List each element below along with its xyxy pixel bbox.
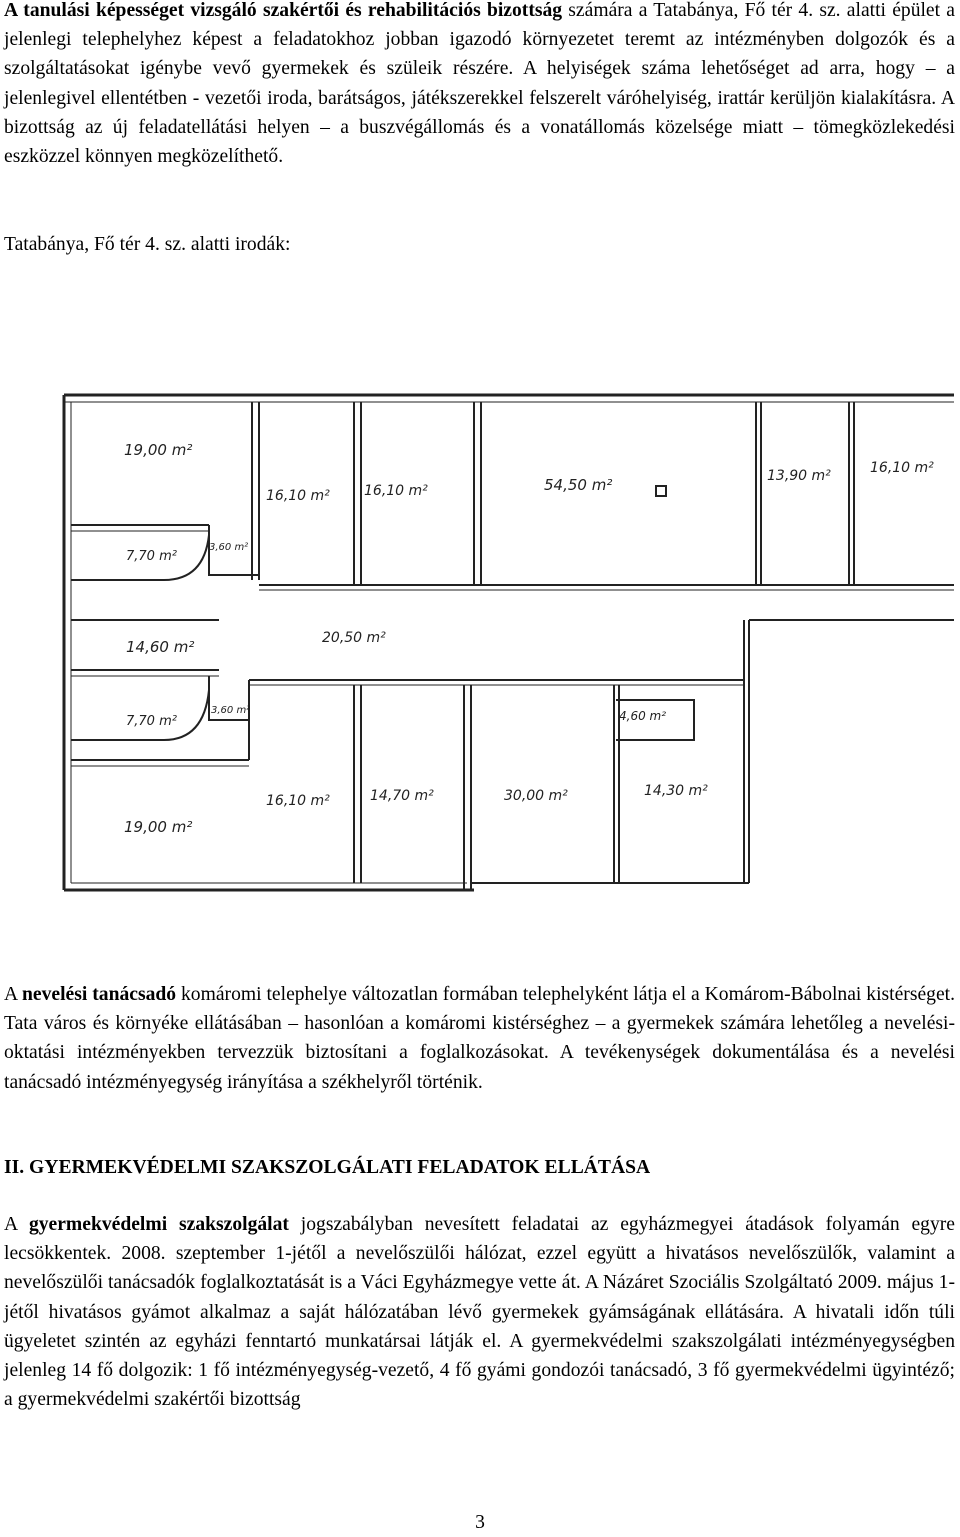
room-label: 16,10 m² — [870, 460, 934, 476]
intro-paragraph — [4, 0, 955, 171]
p3-text-a: A — [4, 1214, 29, 1235]
p3-bold: gyermekvédelmi szakszolgálat — [28, 1214, 289, 1235]
intro-text: számára a Tatabánya, Fő tér 4. sz. alatti épület a jelenlegi telephelyhez képest a feladatokhoz jobban igazodó környezetet teremt az intézményben dolgozók és a szolgáltatásokat igénybe vevő gyermekek és szüleik részére. A helyiségek száma lehetőséget ad arra, hogy – a jelenlegivel ellentétben - vezetői iroda, barátságos, játékszerekkel felszerelt váróhelyiség, irattár kerüljön kialakításra. A bizottság az új feladatellátási helyen – a buszvégállomás és a vonatállomás közelsége miatt – tömegközlekedési eszközzel könnyen megközelíthető. — [4, 0, 955, 168]
room-label: 3,60 m² — [211, 705, 251, 716]
room-label: 54,50 m² — [544, 476, 613, 494]
intro-bold: A tanulási képességet vizsgáló szakértői és rehabilitációs bizottság — [4, 0, 563, 21]
room-label: 16,10 m² — [364, 483, 428, 499]
gyermekvedelmi-paragraph — [4, 1210, 955, 1414]
room-label: 14,70 m² — [370, 788, 434, 804]
nevelesi-tanacsado-paragraph — [4, 980, 955, 1097]
room-label: 4,60 m² — [619, 709, 667, 723]
room-label: 19,00 m² — [124, 441, 193, 459]
floor-plan — [4, 280, 956, 950]
room-label: 19,00 m² — [124, 818, 193, 836]
floor-plan-room-labels — [124, 441, 934, 836]
room-label: 30,00 m² — [504, 788, 568, 804]
room-label: 16,10 m² — [266, 793, 330, 809]
p2-text-b: komáromi telephelye változatlan formában telephelyként látja el a Komárom-Bábolnai kistérséget. Tata város és környéke ellátásában – hasonlóan a komáromi kistérséghez – a gyermekek számára lehetőleg a nevelési-oktatási intézményekben tervezzük biztosítani a foglalkozásokat. A tevékenységek dokumentálása és a nevelési tanácsadó intézményegység irányítása a székhelyről történik. — [4, 984, 955, 1093]
room-label: 7,70 m² — [126, 549, 177, 564]
room-label: 20,50 m² — [322, 630, 386, 646]
section-heading: II. GYERMEKVÉDELMI SZAKSZOLGÁLATI FELADATOK ELLÁTÁSA — [4, 1157, 651, 1178]
room-label: 16,10 m² — [266, 488, 330, 504]
floor-plan-caption: Tatabánya, Fő tér 4. sz. alatti irodák: — [4, 234, 291, 255]
room-label: 14,60 m² — [126, 638, 195, 656]
room-label: 7,70 m² — [126, 714, 177, 729]
room-label: 13,90 m² — [767, 468, 831, 484]
p3-text-b: jogszabályban nevesített feladatai az egyházmegyei átadások folyamán egyre lecsökkentek. 2008. szeptember 1-jétől a nevelőszülői hálózat, ezzel együtt a hivatásos nevelőszülők, valamint a nevelőszülői tanácsadók foglalkoztatását is a Váci Egyházmegye vette át. A Názáret Szociális Szolgáltató 2009. május 1-jétől hivatásos gyámot alkalmaz a saját hálózatában lévő gyermekek gyámságának ellátására. A hivatali időn túli ügyeletet szintén az egyházi fenntartó munkatársai látják el. A gyermekvédelmi szakszolgálati intézményegységben jelenleg 14 fő dolgozik: 1 fő intézményegység-vezető, 4 fő gyámi gondozói tanácsadó, 3 fő gyermekvédelmi ügyintéző; a gyermekvédelmi szakértői bizottság — [4, 1214, 955, 1411]
page-number: 3 — [475, 1512, 485, 1533]
room-label: 3,60 m² — [209, 542, 249, 553]
room-label: 14,30 m² — [644, 783, 708, 799]
p2-text-a: A — [4, 984, 23, 1005]
p2-bold: nevelési tanácsadó — [22, 984, 177, 1005]
